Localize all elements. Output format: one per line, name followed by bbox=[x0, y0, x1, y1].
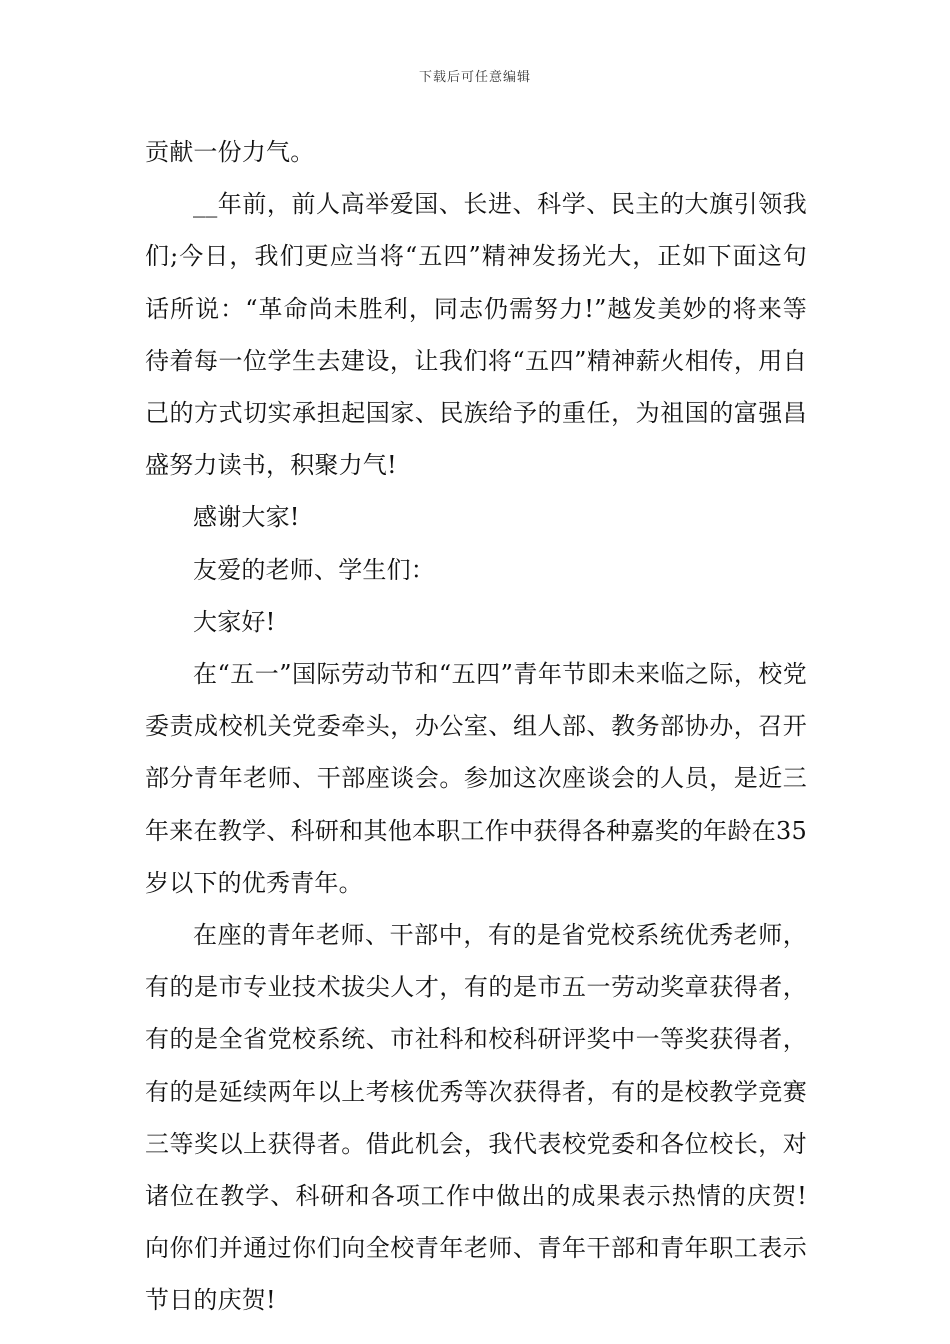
paragraph-thanks: 感谢大家! bbox=[193, 503, 300, 532]
paragraph-honorees: 在座的青年老师、干部中，有的是省党校系统优秀老师，有的是市专业技术拔尖人才，有的是市五一劳动奖章获得者，有的是全省党校系统、市社科和校科研评奖中一等奖获得者，有的是延续两年以上考核优秀等次获得者，有的是校教学竞赛三等奖以上获得者。借此机会，我代表校党委和各位校长，对诸位在教学、科研和各项工作中做出的成果表示热情的庆贺!向你们并通过你们向全校青年老师、青年干部和青年职工表示节日的庆贺! bbox=[145, 921, 807, 1315]
paragraph-continuation: 贡献一份力气。 bbox=[145, 138, 315, 166]
paragraph-greeting: 大家好! bbox=[193, 607, 276, 636]
paragraph-salutation: 友爱的老师、学生们： bbox=[193, 555, 435, 584]
document-body bbox=[145, 126, 807, 1327]
paragraph-forum-intro: 在“五一”国际劳动节和“五四”青年节即未来临之际，校党委责成校机关党委牵头，办公室、组人部、教务部协办，召开部分青年老师、干部座谈会。参加这次座谈会的人员，是近三年来在教学、科研和其他本职工作中获得各种嘉奖的年龄在35岁以下的优秀青年。 bbox=[145, 660, 807, 897]
page-header-note: 下载后可任意编辑 bbox=[418, 70, 531, 85]
paragraph-may-fourth-spirit: __年前，前人高举爱国、长进、科学、民主的大旗引领我们;今日，我们更应当将“五四”精神发扬光大，正如下面这句话所说：“革命尚未胜利，同志仍需努力!”越发美妙的将来等待着每一位学生去建设，让我们将“五四”精神薪火相传，用自己的方式切实承担起国家、民族给予的重任，为祖国的富强昌盛努力读书，积聚力气! bbox=[145, 190, 807, 480]
